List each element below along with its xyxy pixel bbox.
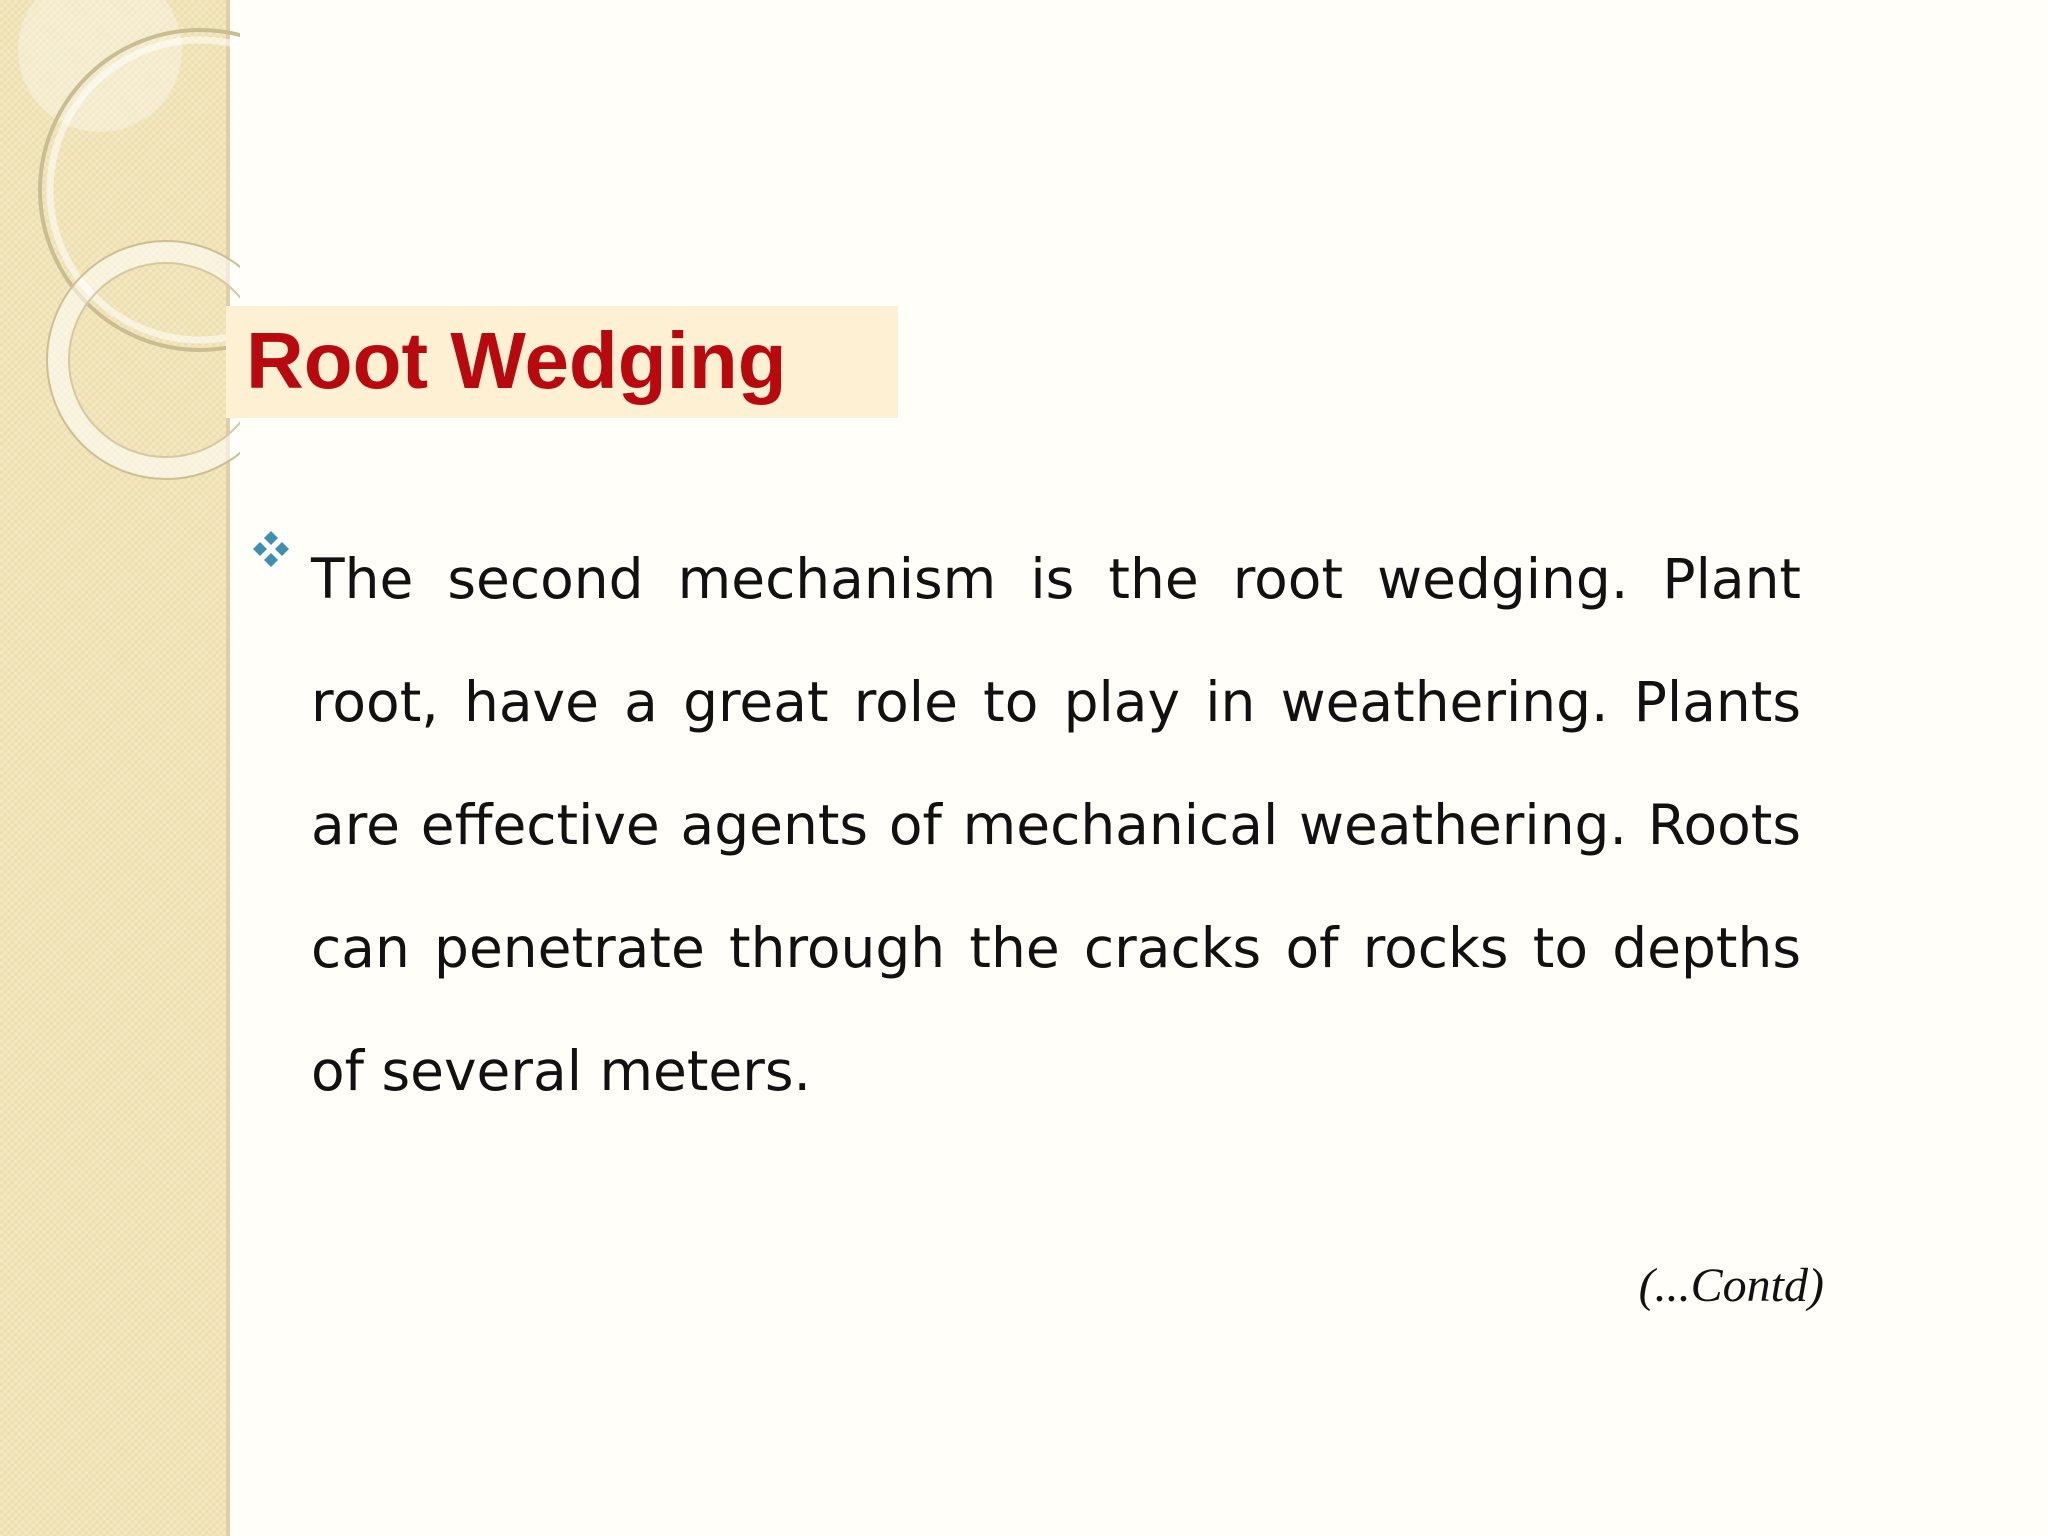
title-banner (226, 306, 898, 418)
four-diamond-bullet-icon (246, 528, 296, 578)
decorative-side-panel (0, 0, 230, 1536)
bullet-text: The second mechanism is the root wedging. Plant root, have a great role to play in weathering. Plants are effective agents of mechanical weathering. Roots can penetrate through the cracks of rocks to depths of several meters. (311, 547, 1801, 1103)
continued-note: (...Contd) (1638, 1259, 1824, 1312)
slide-title: Root Wedging (246, 316, 787, 405)
